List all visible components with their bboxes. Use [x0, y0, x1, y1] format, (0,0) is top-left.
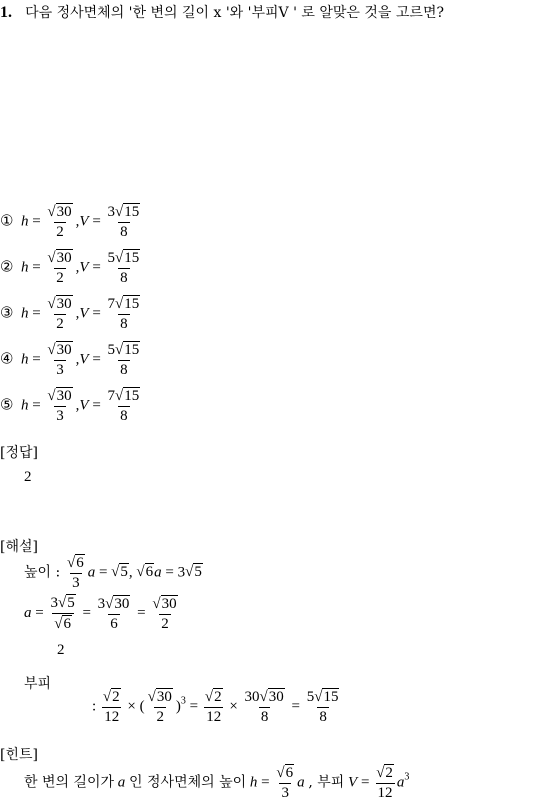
- answer-label: [정답]: [0, 445, 38, 461]
- explanation-height-line: 높이 : $\frac{√6}{3}$ a = √5, √6a = 3√5: [24, 555, 202, 591]
- option-3[interactable]: ③ h = $\frac{√30}{2}$ ,V = $\frac{7√15}{8}$: [0, 296, 140, 332]
- height-label: 높이 :: [24, 564, 61, 581]
- option-h-radicand: 30: [56, 204, 72, 220]
- option-v-radicand: 15: [124, 388, 140, 404]
- question-number: 1.: [0, 4, 12, 21]
- option-v-coefficient: 5: [107, 250, 116, 266]
- option-4[interactable]: ④ h = $\frac{√30}{3}$ ,V = $\frac{5√15}{8}$: [0, 342, 140, 378]
- hint-label: [힌트]: [0, 747, 38, 763]
- question: [0, 2, 444, 22]
- explanation-volume-line: : $\frac{√2}{12}$ × ( $\frac{√30}{2}$ )$^3$ = $\frac{√2}{12}$ × $\frac{30√30}{8}$ = $\frac{5√15}{8}$: [92, 689, 339, 725]
- option-h-radicand: 30: [56, 342, 72, 358]
- option-1[interactable]: ① h = $\frac{√30}{2}$ ,V = $\frac{3√15}{8}$: [0, 204, 140, 240]
- hint-line: 한 변의 길이가 a 인 정사면체의 높이 h = $\frac{√6}{3}$ a , 부피 V = $\frac{√2}{12}$ $a^3$: [24, 765, 410, 801]
- option-v-radicand: 15: [124, 342, 140, 358]
- hint-text-mid: 인 정사면체의 높이: [129, 774, 247, 791]
- option-v-coefficient: 3: [107, 204, 116, 220]
- option-mark: ①: [0, 213, 14, 230]
- explanation-label: [해설]: [0, 539, 38, 555]
- option-h-denominator: 3: [56, 408, 64, 424]
- option-2[interactable]: ② h = $\frac{√30}{2}$ ,V = $\frac{5√15}{8}$: [0, 250, 140, 286]
- option-v-denominator: 8: [120, 408, 128, 424]
- option-h-radicand: 30: [56, 388, 72, 404]
- explanation-a-line: a = $\frac{3√5}{√6}$ = $\frac{3√30}{6}$ = $\frac{√30}{2}$: [24, 595, 177, 632]
- option-v-radicand: 15: [124, 204, 140, 220]
- hint-text-before: 한 변의 길이가: [24, 774, 115, 791]
- option-mark: ②: [0, 259, 14, 276]
- option-v-radicand: 15: [124, 296, 140, 312]
- option-h-radicand: 30: [56, 250, 72, 266]
- hint-text-after: , 부피: [308, 774, 345, 791]
- option-5[interactable]: ⑤ h = $\frac{√30}{3}$ ,V = $\frac{7√15}{8}$: [0, 388, 140, 424]
- option-v-coefficient: 5: [107, 342, 116, 358]
- option-v-coefficient: 7: [107, 388, 116, 404]
- volume-label: 부피: [24, 676, 52, 692]
- option-v-denominator: 8: [120, 362, 128, 378]
- option-mark: ③: [0, 305, 14, 322]
- option-v-coefficient: 7: [107, 296, 116, 312]
- option-h-denominator: 2: [56, 270, 64, 286]
- option-v-radicand: 15: [124, 250, 140, 266]
- option-mark: ⑤: [0, 397, 14, 414]
- option-v-denominator: 8: [120, 270, 128, 286]
- option-h-denominator: 3: [56, 362, 64, 378]
- question-text: 다음 정사면체의 '한 변의 길이 x '와 '부피V ' 로 알맞은 것을 고르면?: [25, 5, 444, 21]
- option-v-denominator: 8: [120, 316, 128, 332]
- option-mark: ④: [0, 351, 14, 368]
- option-v-denominator: 8: [120, 224, 128, 240]
- option-h-denominator: 2: [56, 224, 64, 240]
- answer-value: 2: [24, 469, 32, 485]
- option-h-radicand: 30: [56, 296, 72, 312]
- option-h-denominator: 2: [56, 316, 64, 332]
- explanation-step-number: 2: [57, 642, 65, 658]
